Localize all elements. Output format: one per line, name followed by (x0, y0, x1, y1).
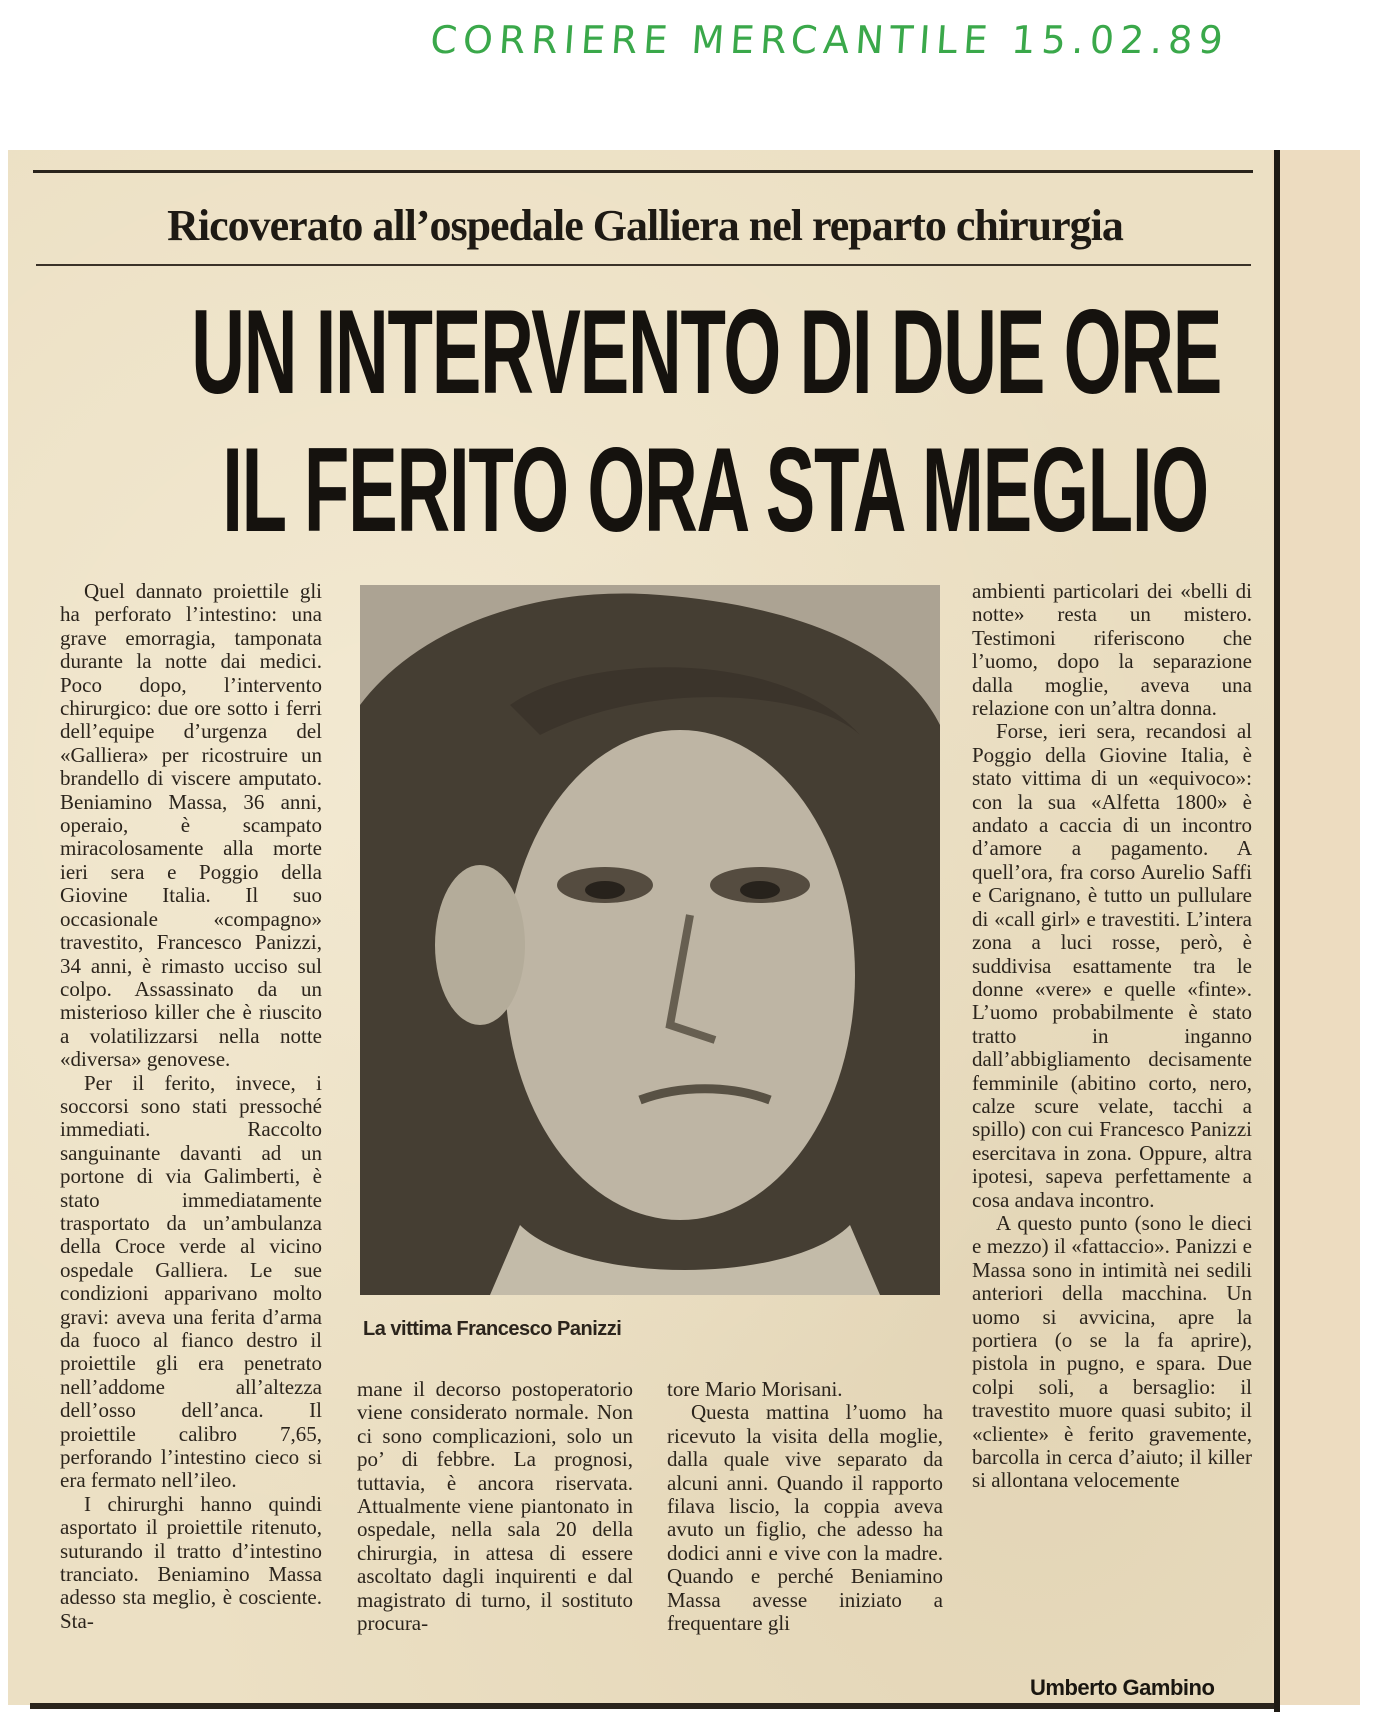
paragraph: tore Mario Morisani. (667, 1377, 843, 1401)
paragraph: mane il decorso postoperatorio viene considerato normale. Non ci sono complicazioni, solo un po’ di febbre. La prognosi, tuttavia, è ancora riservata. Attualmente viene piantonato in ospedale, nella sala 20 della chirurgia, in attesa di essere ascoltato dagli inquirenti e dal magistrato di turno, il sostituto procura- (357, 1377, 633, 1636)
paragraph: Per il ferito, invece, i soccorsi sono stati pressoché immediati. Raccolto sanguinante davanti ad un portone di via Galimberti, è stato immediatamente trasportato da un’ambulanza della Croce verde al vicino ospedale Galliera. Le sue condizioni apparivano molto gravi: aveva una ferita d’arma da fuoco al fianco destro il proiettile gli era penetrato nell’addome all’altezza dell’osso dell’anca. Il proiettile calibro 7,65, perforando l’intestino cieco si era fermato nell’ileo. (60, 1070, 322, 1493)
paragraph: I chirurghi hanno quindi asportato il proiettile ritenuto, suturando il tratto d’intestino tranciato. Beniamino Massa adesso sta meglio, è cosciente. Sta- (60, 1491, 322, 1633)
author-byline: Umberto Gambino (1030, 1675, 1215, 1700)
photo-caption: La vittima Francesco Panizzi (363, 1318, 622, 1340)
article-column-1 (60, 580, 322, 1633)
portrait-photo (360, 585, 940, 1295)
bottom-rule (30, 1703, 1274, 1709)
column-divider-rule (1274, 150, 1280, 1712)
kicker-rule (36, 264, 1251, 266)
paragraph: Quel dannato proiettile gli ha perforato l’intestino: una grave emorragia, tamponata durante la notte dai medici. Poco dopo, l’intervento chirurgico: due ore sotto i ferri dell’equipe d’urgenza del «Galliera» per ricostruire un brandello di viscere amputato. Beniamino Massa, 36 anni, operaio, è scampato miracolosamente alla morte ieri sera e Poggio della Giovine Italia. Il suo occasionale «compagno» travestito, Francesco Panizzi, 34 anni, è rimasto ucciso sul colpo. Assassinato da un misterioso killer che è riuscito a volatilizzarsi nella notte «diversa» genovese. (60, 579, 322, 1072)
article-column-4 (972, 580, 1252, 1493)
article-column-3 (667, 1378, 943, 1635)
top-rule (33, 170, 1253, 173)
handwritten-source-label: CORRIERE MERCANTILE 15.02.89 (429, 18, 1231, 62)
paragraph: ambienti particolari dei «belli di notte» resta un mistero. Testimoni riferiscono che l’uomo, dopo la separazione dalla moglie, aveva una relazione con un’altra donna. (972, 579, 1252, 721)
paragraph: A questo punto (sono le dieci e mezzo) il «fattaccio». Panizzi e Massa sono in intimità nei sedili anteriori della macchina. Un uomo si avvicina, apre la portiera (o se la fa aprire), pistola in pugno, e spara. Due colpi soli, a bersaglio: il travestito muore quasi subito; il «cliente» è ferito gravemente, barcolla in cerca d’aiuto; il killer si allontana velocemente (972, 1210, 1252, 1493)
paragraph: Forse, ieri sera, recandosi al Poggio della Giovine Italia, è stato vittima di un «equivoco»: con la sua «Alfetta 1800» è andato a caccia di un incontro d’amore a pagamento. A quell’ora, fra corso Aurelio Saffi e Carignano, è tutto un pullulare di «call girl» e travestiti. L’intera zona a luci rosse, però, è suddivisa esattamente tra le donne «vere» e quelle «finte». L’uomo probabilmente è stato tratto in inganno dall’abbigliamento decisamente femminile (abitino corto, nero, calze scure velate, tacchi a spillo) con cui Francesco Panizzi esercitava in zona. Oppure, altra ipotesi, sapeva perfettamente a cosa andava incontro. (972, 719, 1252, 1212)
article-kicker: Ricoverato all’ospedale Galliera nel reparto chirurgia (167, 201, 1123, 250)
headline-line-2: IL FERITO ORA STA MEGLIO (222, 423, 1208, 557)
article-column-2 (357, 1378, 633, 1635)
portrait-image-icon (360, 585, 940, 1295)
headline-line-1: UN INTERVENTO DI DUE ORE (191, 285, 1222, 419)
adjacent-column-strip (1272, 150, 1360, 1705)
paragraph: Questa mattina l’uomo ha ricevuto la visita della moglie, dalla quale vive separato da alcuni anni. Quando il rapporto filava liscio, la coppia aveva avuto un figlio, che adesso ha dodici anni e vive con la madre. Quando e perché Beniamino Massa avesse iniziato a frequentare gli (667, 1400, 943, 1636)
